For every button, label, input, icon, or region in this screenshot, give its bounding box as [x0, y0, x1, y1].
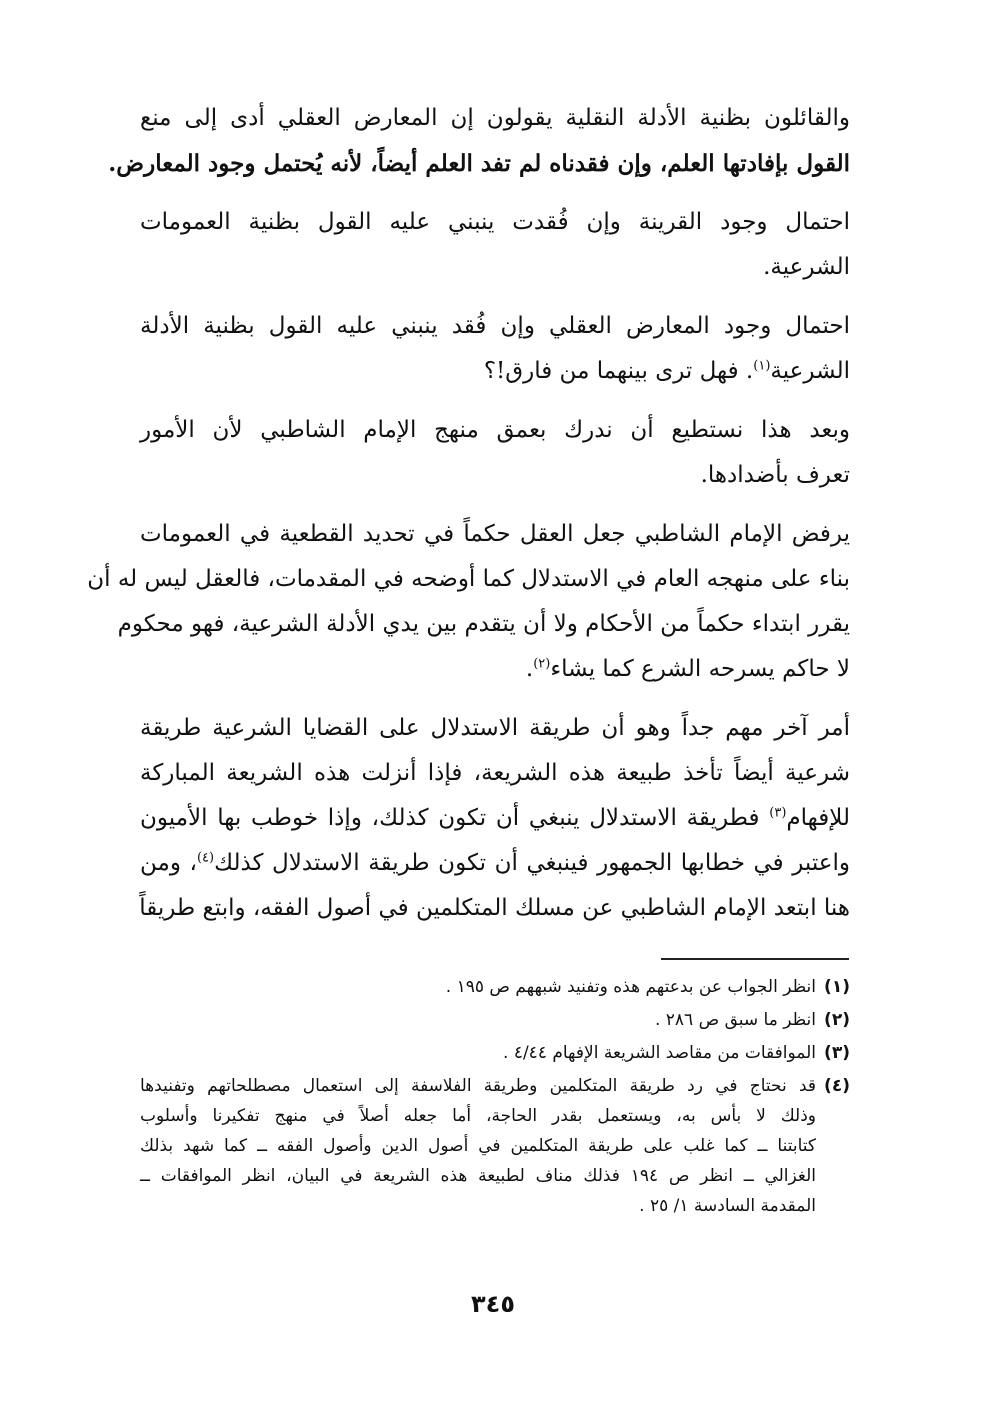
text-fragment: الشرعية	[770, 358, 850, 384]
footnote-ref[interactable]: (٢)	[533, 656, 551, 672]
paragraph-5	[87, 512, 850, 692]
text-fragment: . فهل ترى بينهما من فارق!؟	[483, 358, 754, 384]
text-fragment: لا حاكم يسرحه الشرع كما يشاء	[550, 656, 850, 682]
page-number: ٣٤٥	[471, 1290, 515, 1318]
text-line: قد نحتاج في رد طريقة المتكلمين وطريقة الفلاسفة إلى استعمال مصطلحاتهم وتفنيدها	[140, 1076, 816, 1096]
text-line: احتمال وجود المعارض العقلي وإن فُقد ينبني عليه القول بظنية الأدلة	[140, 313, 850, 339]
footnote-number: (٣)	[824, 1043, 850, 1063]
footnote-divider	[661, 958, 849, 960]
footnote-ref[interactable]: (١)	[753, 358, 771, 374]
text-line: احتمال وجود القرينة وإن فُقدت ينبني عليه القول بظنية العمومات	[140, 209, 850, 235]
text-line: الموافقات من مقاصد الشريعة الإفهام ٤/٤٤ .	[503, 1043, 816, 1063]
text-fragment: ، ومن	[140, 850, 197, 876]
text-line: الشرعية.	[763, 254, 850, 280]
text-line: المقدمة السادسة ١/ ٢٥ .	[639, 1196, 816, 1216]
text-line: الغزالي ــ انظر ص ١٩٤ فذلك مناف لطبيعة هذه الشريعة في البيان، انظر الموافقات ــ	[140, 1166, 817, 1186]
text-line: بناء على منهجه العام في الاستدلال كما أوضحه في المقدمات، فالعقل ليس له أن	[87, 566, 850, 592]
text-line: وذلك لا بأس به، ويستعمل بقدر الحاجة، أما جعله أصلاً في منهج تفكيرنا وأسلوب	[140, 1106, 816, 1126]
text-line: القول بإفادتها العلم، وإن فقدناه لم تفد العلم أيضاً، لأنه يُحتمل وجود المعارض.	[108, 150, 850, 177]
paragraph-3	[140, 304, 850, 394]
text-line	[140, 796, 850, 841]
footnote-text	[140, 972, 816, 1002]
text-line: يقرر ابتداء حكماً من الأحكام ولا أن يتقدم بين يدي الأدلة الشرعية، فهو محكوم	[117, 611, 850, 637]
footnote-text	[140, 1071, 816, 1221]
text-fragment: واعتبر في خطابها الجمهور فينبغي أن تكون طريقة الاستدلال كذلك	[214, 850, 850, 876]
footnote-text	[140, 1005, 816, 1035]
text-line: يرفض الإمام الشاطبي جعل العقل حكماً في تحديد القطعية في العمومات	[140, 521, 850, 547]
paragraph-4	[140, 408, 850, 498]
text-line: شرعية أيضاً تأخذ طبيعة هذه الشريعة، فإذا أنزلت هذه الشريعة المباركة	[140, 760, 850, 786]
paragraph-1	[108, 96, 850, 186]
text-line: كتابتنا ــ كما غلب على طريقة المتكلمين في أصول الدين وأصول الفقه ــ كما شهد بذلك	[140, 1136, 816, 1156]
footnote-3	[140, 1038, 850, 1068]
paragraph-6	[140, 706, 850, 931]
text-line: انظر ما سبق ص ٢٨٦ .	[654, 1010, 816, 1030]
text-line: أمر آخر مهم جداً وهو أن طريقة الاستدلال على القضايا الشرعية طريقة	[140, 715, 850, 741]
footnote-text	[140, 1038, 816, 1068]
footnote-4	[140, 1071, 850, 1221]
text-line: تعرف بأضدادها.	[700, 462, 850, 488]
text-line: انظر الجواب عن بدعتهم هذه وتفنيد شبههم ص ١٩٥ .	[445, 977, 816, 997]
text-line	[140, 841, 850, 886]
text-fragment: للإفهام	[786, 805, 850, 831]
footnote-ref[interactable]: (٤)	[196, 850, 215, 866]
footnote-2	[140, 1005, 850, 1035]
footnote-number: (٢)	[824, 1010, 850, 1030]
footnote-number: (٤)	[824, 1076, 850, 1096]
paragraph-2	[140, 200, 850, 290]
footnote-number: (١)	[824, 977, 850, 997]
body-text	[87, 96, 850, 945]
text-line	[140, 349, 850, 394]
text-line: وبعد هذا نستطيع أن ندرك بعمق منهج الإمام الشاطبي لأن الأمور	[140, 417, 850, 443]
text-line	[140, 647, 850, 692]
text-line: والقائلون بظنية الأدلة النقلية يقولون إن المعارض العقلي أدى إلى منع	[140, 105, 850, 131]
text-fragment: .	[525, 656, 534, 682]
footnote-1	[140, 972, 850, 1002]
footnote-ref[interactable]: (٣)	[769, 805, 787, 821]
text-fragment: فطريقة الاستدلال ينبغي أن تكون كذلك، وإذا خوطب بها الأميون	[140, 805, 770, 831]
text-line: هنا ابتعد الإمام الشاطبي عن مسلك المتكلمين في أصول الفقه، وابتع طريقاً	[139, 895, 850, 921]
footnotes	[140, 972, 850, 1224]
